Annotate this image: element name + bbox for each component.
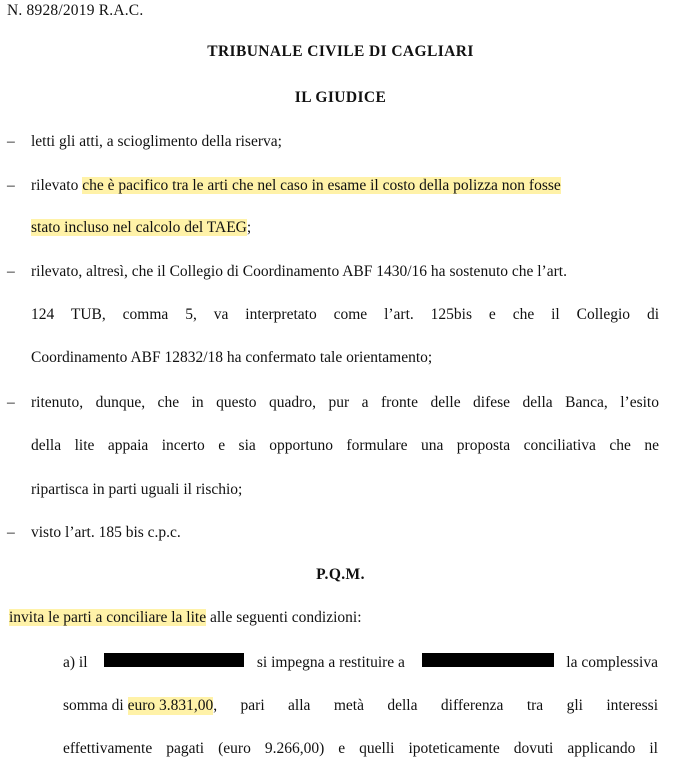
judge-heading: IL GIUDICE (294, 89, 387, 106)
redaction-bar (422, 653, 554, 667)
bullet-dash: – (7, 133, 15, 150)
line-text: ; (246, 219, 252, 236)
highlighted-text: stato incluso nel calcolo del TAEG (31, 219, 247, 236)
bullet-dash: – (7, 524, 15, 541)
court-heading: TRIBUNALE CIVILE DI CAGLIARI (207, 43, 474, 60)
redaction-bar (104, 653, 244, 667)
condition-a-line (63, 740, 658, 758)
highlighted-text: invita le parti a conciliare la lite (9, 609, 207, 626)
bullet-dash: – (7, 394, 15, 411)
bullet-line: Coordinamento ABF 12832/18 ha confermato tale orientamento; (31, 349, 433, 366)
line-text: a) il (63, 654, 92, 671)
bullet-line: visto l’art. 185 bis c.p.c. (31, 524, 181, 541)
bullet-line: della lite appaia incerto e sia opportuno formulare una proposta conciliativa che ne (31, 437, 659, 454)
bullet-line: rilevato, altresì, che il Collegio di Coordinamento ABF 1430/16 ha sostenuto che l’art. (31, 263, 567, 280)
highlighted-text: che è pacifico tra le arti che nel caso in esame il costo della polizza non fosse (82, 177, 561, 194)
invite-line (9, 609, 362, 627)
line-text: alle seguenti condizioni: (206, 609, 362, 626)
bullet-line (31, 177, 659, 195)
line-text: effettivamente pagati (euro 9.266,00) e quelli ipoteticamente dovuti applicando il (63, 740, 658, 757)
bullet-line: ritenuto, dunque, che in questo quadro, pur a fronte delle difese della Banca, l’esito (31, 394, 659, 411)
condition-a-line (63, 653, 658, 672)
case-reference: N. 8928/2019 R.A.C. (7, 2, 144, 19)
highlighted-amount: euro 3.831,00 (127, 697, 214, 714)
line-text: rilevato (31, 177, 83, 194)
line-text: la complessiva (566, 654, 658, 671)
bullet-line: ripartisca in parti uguali il rischio; (31, 481, 243, 498)
pqm-heading: P.Q.M. (316, 566, 365, 583)
bullet-dash: – (7, 177, 15, 194)
line-text: somma di (63, 697, 128, 714)
bullet-line: letti gli atti, a scioglimento della riserva; (31, 133, 282, 150)
line-text: si impegna a restituire a (256, 654, 409, 671)
bullet-line: 124 TUB, comma 5, va interpretato come l’art. 125bis e che il Collegio di (31, 306, 659, 323)
bullet-dash: – (7, 263, 15, 280)
bullet-line (31, 219, 659, 237)
line-text: , pari alla metà della differenza tra gli interessi (213, 697, 658, 714)
condition-a-line (63, 697, 658, 715)
